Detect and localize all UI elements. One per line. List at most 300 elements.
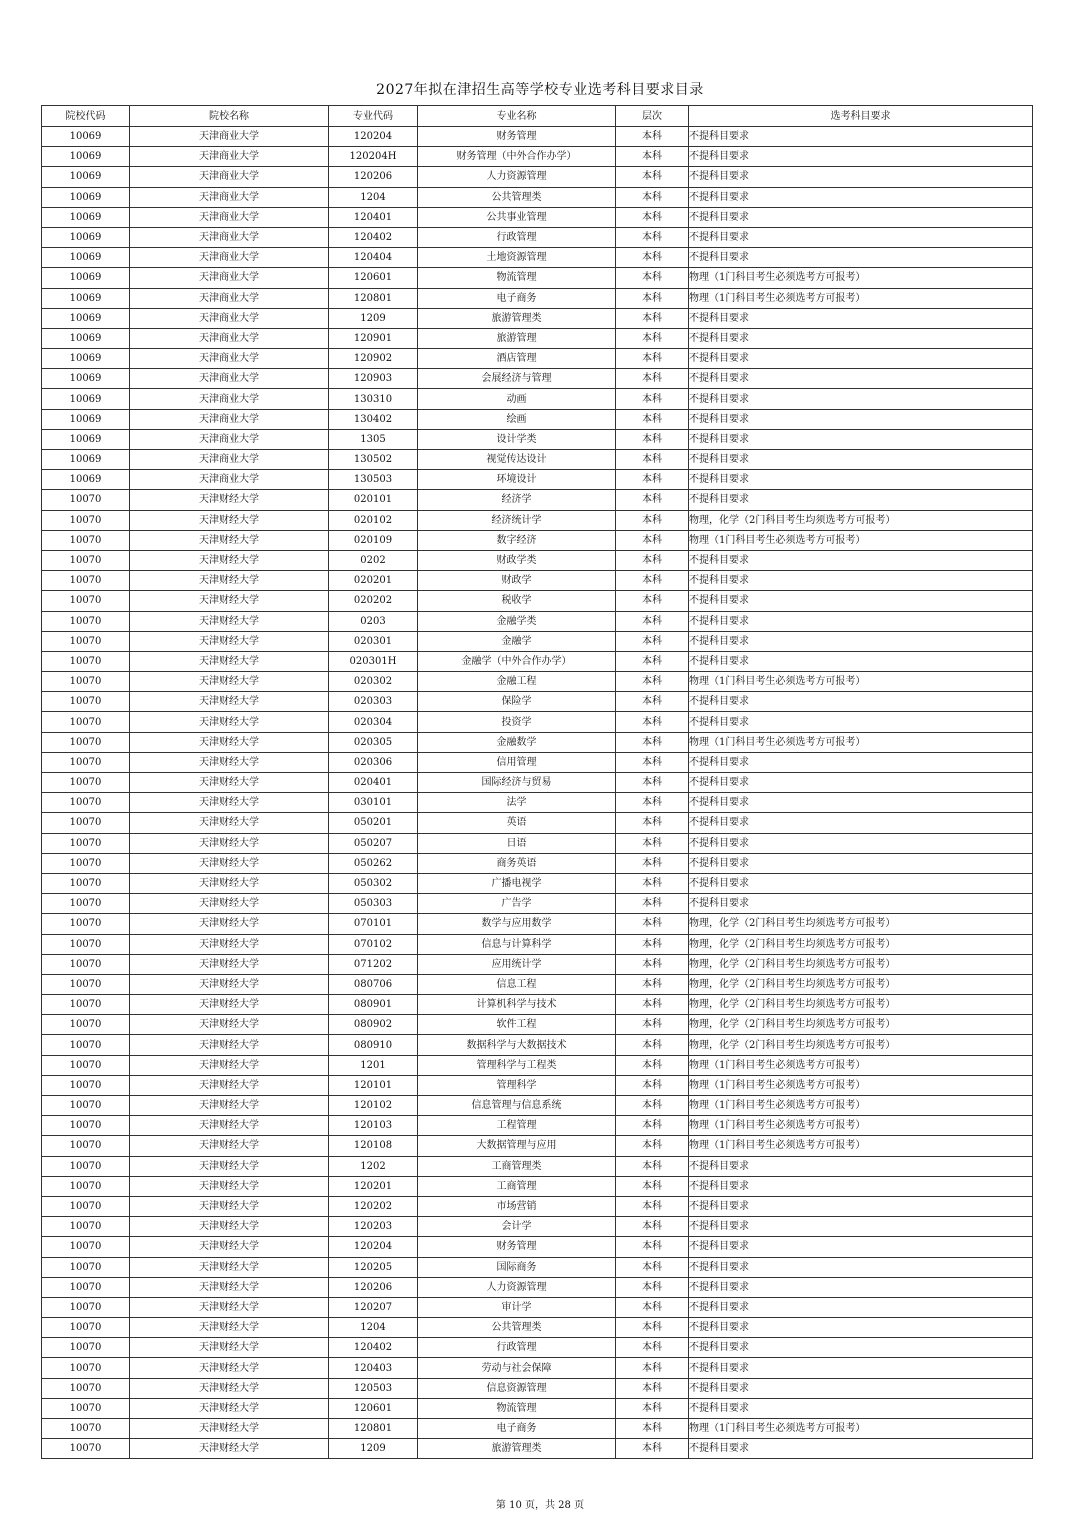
- major-name-cell: 保险学: [418, 692, 616, 712]
- subject-requirements-table: [41, 105, 1033, 1459]
- school-code-cell: 10070: [42, 1257, 130, 1277]
- level-cell: 本科: [616, 1176, 689, 1196]
- major-code-cell: 020306: [329, 752, 418, 772]
- major-name-cell: 法学: [418, 793, 616, 813]
- school-code-cell: 10069: [42, 429, 130, 449]
- level-cell: 本科: [616, 510, 689, 530]
- requirement-cell: 不提科目要求: [689, 1237, 1033, 1257]
- table-row: [42, 409, 1033, 429]
- school-code-cell: 10070: [42, 934, 130, 954]
- school-code-cell: 10070: [42, 1237, 130, 1257]
- requirement-cell: 不提科目要求: [689, 450, 1033, 470]
- level-cell: 本科: [616, 328, 689, 348]
- major-code-cell: 080706: [329, 974, 418, 994]
- major-code-cell: 130503: [329, 470, 418, 490]
- school-name-cell: 天津财经大学: [130, 1015, 329, 1035]
- school-code-cell: 10070: [42, 1196, 130, 1216]
- major-name-cell: 审计学: [418, 1297, 616, 1317]
- level-cell: 本科: [616, 1075, 689, 1095]
- major-name-cell: 旅游管理类: [418, 308, 616, 328]
- table-row: [42, 591, 1033, 611]
- major-code-cell: 050303: [329, 894, 418, 914]
- major-name-cell: 日语: [418, 833, 616, 853]
- school-code-cell: 10070: [42, 1096, 130, 1116]
- school-name-cell: 天津商业大学: [130, 167, 329, 187]
- school-name-cell: 天津商业大学: [130, 127, 329, 147]
- major-name-cell: 人力资源管理: [418, 1277, 616, 1297]
- requirement-cell: 不提科目要求: [689, 752, 1033, 772]
- school-name-cell: 天津商业大学: [130, 248, 329, 268]
- level-cell: 本科: [616, 571, 689, 591]
- major-code-cell: 120601: [329, 1398, 418, 1418]
- major-name-cell: 财务管理: [418, 1237, 616, 1257]
- school-name-cell: 天津财经大学: [130, 1277, 329, 1297]
- major-name-cell: 行政管理: [418, 1338, 616, 1358]
- major-code-cell: 120204: [329, 127, 418, 147]
- level-cell: 本科: [616, 813, 689, 833]
- major-code-cell: 020304: [329, 712, 418, 732]
- level-cell: 本科: [616, 914, 689, 934]
- major-code-cell: 130402: [329, 409, 418, 429]
- table-row: [42, 1075, 1033, 1095]
- school-name-cell: 天津商业大学: [130, 349, 329, 369]
- school-code-cell: 10070: [42, 974, 130, 994]
- major-code-cell: 120108: [329, 1136, 418, 1156]
- school-code-cell: 10069: [42, 127, 130, 147]
- table-row: [42, 187, 1033, 207]
- major-name-cell: 工商管理: [418, 1176, 616, 1196]
- school-name-cell: 天津财经大学: [130, 1136, 329, 1156]
- table-row: [42, 1257, 1033, 1277]
- requirement-cell: 不提科目要求: [689, 1176, 1033, 1196]
- school-name-cell: 天津财经大学: [130, 1035, 329, 1055]
- major-name-cell: 绘画: [418, 409, 616, 429]
- school-code-cell: 10070: [42, 1277, 130, 1297]
- major-name-cell: 税收学: [418, 591, 616, 611]
- school-name-cell: 天津商业大学: [130, 450, 329, 470]
- school-name-cell: 天津财经大学: [130, 1176, 329, 1196]
- major-code-cell: 120204H: [329, 147, 418, 167]
- school-name-cell: 天津商业大学: [130, 328, 329, 348]
- table-row: [42, 530, 1033, 550]
- school-code-cell: 10070: [42, 1338, 130, 1358]
- major-name-cell: 金融数学: [418, 732, 616, 752]
- school-code-cell: 10070: [42, 1419, 130, 1439]
- requirement-cell: 物理，化学（2门科目考生均须选考方可报考）: [689, 995, 1033, 1015]
- school-code-cell: 10070: [42, 651, 130, 671]
- level-cell: 本科: [616, 147, 689, 167]
- major-code-cell: 120902: [329, 349, 418, 369]
- requirement-cell: 物理，化学（2门科目考生均须选考方可报考）: [689, 954, 1033, 974]
- school-code-cell: 10070: [42, 611, 130, 631]
- requirement-cell: 物理，化学（2门科目考生均须选考方可报考）: [689, 510, 1033, 530]
- school-code-cell: 10069: [42, 470, 130, 490]
- level-cell: 本科: [616, 248, 689, 268]
- requirement-cell: 物理，化学（2门科目考生均须选考方可报考）: [689, 1015, 1033, 1035]
- table-row: [42, 1277, 1033, 1297]
- major-name-cell: 商务英语: [418, 853, 616, 873]
- school-name-cell: 天津财经大学: [130, 692, 329, 712]
- school-name-cell: 天津财经大学: [130, 934, 329, 954]
- level-cell: 本科: [616, 712, 689, 732]
- school-code-cell: 10070: [42, 1358, 130, 1378]
- major-name-cell: 信息工程: [418, 974, 616, 994]
- requirement-cell: 不提科目要求: [689, 1439, 1033, 1459]
- level-cell: 本科: [616, 1277, 689, 1297]
- level-cell: 本科: [616, 793, 689, 813]
- table-row: [42, 712, 1033, 732]
- school-name-cell: 天津财经大学: [130, 611, 329, 631]
- school-name-cell: 天津商业大学: [130, 187, 329, 207]
- header-subject-requirement: 选考科目要求: [689, 106, 1033, 127]
- major-name-cell: 劳动与社会保障: [418, 1358, 616, 1378]
- school-name-cell: 天津财经大学: [130, 773, 329, 793]
- school-code-cell: 10070: [42, 692, 130, 712]
- school-code-cell: 10070: [42, 550, 130, 570]
- requirement-cell: 不提科目要求: [689, 167, 1033, 187]
- major-code-cell: 020101: [329, 490, 418, 510]
- major-name-cell: 经济学: [418, 490, 616, 510]
- school-code-cell: 10070: [42, 995, 130, 1015]
- level-cell: 本科: [616, 672, 689, 692]
- level-cell: 本科: [616, 1398, 689, 1418]
- page-number: 第 10 页，共 28 页: [495, 1500, 585, 1511]
- school-code-cell: 10069: [42, 409, 130, 429]
- major-code-cell: 120404: [329, 248, 418, 268]
- level-cell: 本科: [616, 288, 689, 308]
- school-name-cell: 天津财经大学: [130, 1378, 329, 1398]
- level-cell: 本科: [616, 1338, 689, 1358]
- level-cell: 本科: [616, 470, 689, 490]
- major-code-cell: 120204: [329, 1237, 418, 1257]
- major-name-cell: 广播电视学: [418, 873, 616, 893]
- requirement-cell: 物理（1门科目考生必须选考方可报考）: [689, 1055, 1033, 1075]
- school-name-cell: 天津商业大学: [130, 147, 329, 167]
- level-cell: 本科: [616, 631, 689, 651]
- requirement-cell: 不提科目要求: [689, 571, 1033, 591]
- requirement-cell: 不提科目要求: [689, 712, 1033, 732]
- level-cell: 本科: [616, 1136, 689, 1156]
- major-code-cell: 080910: [329, 1035, 418, 1055]
- requirement-cell: 不提科目要求: [689, 873, 1033, 893]
- major-name-cell: 大数据管理与应用: [418, 1136, 616, 1156]
- major-code-cell: 1201: [329, 1055, 418, 1075]
- table-row: [42, 1015, 1033, 1035]
- level-cell: 本科: [616, 611, 689, 631]
- table-row: [42, 450, 1033, 470]
- school-name-cell: 天津财经大学: [130, 853, 329, 873]
- school-code-cell: 10069: [42, 288, 130, 308]
- table-row: [42, 308, 1033, 328]
- major-code-cell: 1209: [329, 1439, 418, 1459]
- school-code-cell: 10069: [42, 248, 130, 268]
- requirement-cell: 物理（1门科目考生必须选考方可报考）: [689, 530, 1033, 550]
- school-code-cell: 10070: [42, 873, 130, 893]
- major-code-cell: 120503: [329, 1378, 418, 1398]
- school-name-cell: 天津财经大学: [130, 995, 329, 1015]
- level-cell: 本科: [616, 732, 689, 752]
- major-name-cell: 信息与计算科学: [418, 934, 616, 954]
- major-name-cell: 会计学: [418, 1217, 616, 1237]
- requirement-cell: 不提科目要求: [689, 853, 1033, 873]
- requirement-cell: 不提科目要求: [689, 631, 1033, 651]
- major-code-cell: 020305: [329, 732, 418, 752]
- requirement-cell: 不提科目要求: [689, 692, 1033, 712]
- school-code-cell: 10070: [42, 631, 130, 651]
- table-row: [42, 1136, 1033, 1156]
- major-name-cell: 酒店管理: [418, 349, 616, 369]
- table-row: [42, 510, 1033, 530]
- major-name-cell: 投资学: [418, 712, 616, 732]
- level-cell: 本科: [616, 1358, 689, 1378]
- table-row: [42, 1358, 1033, 1378]
- table-row: [42, 167, 1033, 187]
- table-row: [42, 1055, 1033, 1075]
- table-row: [42, 934, 1033, 954]
- school-code-cell: 10069: [42, 450, 130, 470]
- school-name-cell: 天津财经大学: [130, 914, 329, 934]
- major-code-cell: 120901: [329, 328, 418, 348]
- table-row: [42, 490, 1033, 510]
- major-name-cell: 财务管理: [418, 127, 616, 147]
- table-row: [42, 1217, 1033, 1237]
- level-cell: 本科: [616, 1378, 689, 1398]
- requirement-cell: 不提科目要求: [689, 490, 1033, 510]
- major-code-cell: 120103: [329, 1116, 418, 1136]
- level-cell: 本科: [616, 369, 689, 389]
- major-code-cell: 120402: [329, 227, 418, 247]
- school-name-cell: 天津商业大学: [130, 369, 329, 389]
- requirement-cell: 不提科目要求: [689, 248, 1033, 268]
- level-cell: 本科: [616, 1156, 689, 1176]
- table-row: [42, 207, 1033, 227]
- major-name-cell: 行政管理: [418, 227, 616, 247]
- school-code-cell: 10070: [42, 1015, 130, 1035]
- level-cell: 本科: [616, 894, 689, 914]
- level-cell: 本科: [616, 1035, 689, 1055]
- school-name-cell: 天津商业大学: [130, 409, 329, 429]
- major-code-cell: 130310: [329, 389, 418, 409]
- level-cell: 本科: [616, 692, 689, 712]
- table-row: [42, 1156, 1033, 1176]
- major-code-cell: 120205: [329, 1257, 418, 1277]
- table-row: [42, 793, 1033, 813]
- major-code-cell: 120202: [329, 1196, 418, 1216]
- school-name-cell: 天津财经大学: [130, 550, 329, 570]
- table-header-row: [42, 106, 1033, 127]
- requirement-cell: 不提科目要求: [689, 793, 1033, 813]
- school-name-cell: 天津财经大学: [130, 1358, 329, 1378]
- major-code-cell: 120201: [329, 1176, 418, 1196]
- requirement-cell: 不提科目要求: [689, 1378, 1033, 1398]
- school-name-cell: 天津财经大学: [130, 1297, 329, 1317]
- major-name-cell: 广告学: [418, 894, 616, 914]
- major-code-cell: 120101: [329, 1075, 418, 1095]
- major-code-cell: 1204: [329, 1318, 418, 1338]
- school-code-cell: 10070: [42, 914, 130, 934]
- requirement-cell: 不提科目要求: [689, 611, 1033, 631]
- major-name-cell: 旅游管理类: [418, 1439, 616, 1459]
- table-row: [42, 1297, 1033, 1317]
- table-row: [42, 227, 1033, 247]
- school-name-cell: 天津商业大学: [130, 288, 329, 308]
- level-cell: 本科: [616, 995, 689, 1015]
- school-name-cell: 天津财经大学: [130, 1096, 329, 1116]
- school-code-cell: 10070: [42, 1055, 130, 1075]
- major-code-cell: 070102: [329, 934, 418, 954]
- major-code-cell: 050207: [329, 833, 418, 853]
- school-code-cell: 10070: [42, 1297, 130, 1317]
- school-name-cell: 天津商业大学: [130, 227, 329, 247]
- table-row: [42, 1096, 1033, 1116]
- school-name-cell: 天津财经大学: [130, 873, 329, 893]
- major-name-cell: 旅游管理: [418, 328, 616, 348]
- major-code-cell: 050302: [329, 873, 418, 893]
- school-code-cell: 10070: [42, 672, 130, 692]
- school-code-cell: 10070: [42, 793, 130, 813]
- requirement-cell: 不提科目要求: [689, 470, 1033, 490]
- requirement-cell: 物理，化学（2门科目考生均须选考方可报考）: [689, 934, 1033, 954]
- major-code-cell: 130502: [329, 450, 418, 470]
- major-name-cell: 公共事业管理: [418, 207, 616, 227]
- major-code-cell: 030101: [329, 793, 418, 813]
- school-code-cell: 10070: [42, 490, 130, 510]
- school-name-cell: 天津财经大学: [130, 1338, 329, 1358]
- level-cell: 本科: [616, 1196, 689, 1216]
- major-name-cell: 英语: [418, 813, 616, 833]
- school-name-cell: 天津财经大学: [130, 1257, 329, 1277]
- requirement-cell: 不提科目要求: [689, 1358, 1033, 1378]
- requirement-cell: 不提科目要求: [689, 308, 1033, 328]
- table-row: [42, 732, 1033, 752]
- level-cell: 本科: [616, 1055, 689, 1075]
- header-school-name: 院校名称: [130, 106, 329, 127]
- major-code-cell: 120801: [329, 288, 418, 308]
- major-code-cell: 071202: [329, 954, 418, 974]
- school-name-cell: 天津财经大学: [130, 974, 329, 994]
- school-name-cell: 天津商业大学: [130, 268, 329, 288]
- major-code-cell: 120206: [329, 167, 418, 187]
- requirement-cell: 不提科目要求: [689, 409, 1033, 429]
- major-name-cell: 计算机科学与技术: [418, 995, 616, 1015]
- school-code-cell: 10070: [42, 1439, 130, 1459]
- school-code-cell: 10070: [42, 752, 130, 772]
- table-row: [42, 672, 1033, 692]
- requirement-cell: 不提科目要求: [689, 1398, 1033, 1418]
- school-code-cell: 10070: [42, 591, 130, 611]
- requirement-cell: 不提科目要求: [689, 207, 1033, 227]
- requirement-cell: 不提科目要求: [689, 773, 1033, 793]
- major-name-cell: 设计学类: [418, 429, 616, 449]
- requirement-cell: 不提科目要求: [689, 833, 1033, 853]
- major-code-cell: 1204: [329, 187, 418, 207]
- header-major-code: 专业代码: [329, 106, 418, 127]
- major-name-cell: 金融学（中外合作办学）: [418, 651, 616, 671]
- table-row: [42, 369, 1033, 389]
- school-name-cell: 天津财经大学: [130, 1318, 329, 1338]
- requirement-cell: 不提科目要求: [689, 1257, 1033, 1277]
- major-code-cell: 1305: [329, 429, 418, 449]
- table-row: [42, 752, 1033, 772]
- requirement-cell: 不提科目要求: [689, 127, 1033, 147]
- level-cell: 本科: [616, 167, 689, 187]
- table-row: [42, 328, 1033, 348]
- level-cell: 本科: [616, 127, 689, 147]
- table-row: [42, 611, 1033, 631]
- school-name-cell: 天津财经大学: [130, 833, 329, 853]
- requirement-cell: 不提科目要求: [689, 1217, 1033, 1237]
- school-code-cell: 10070: [42, 1075, 130, 1095]
- table-row: [42, 268, 1033, 288]
- table-body: [42, 127, 1033, 1459]
- major-name-cell: 金融学类: [418, 611, 616, 631]
- table-row: [42, 773, 1033, 793]
- requirement-cell: 不提科目要求: [689, 349, 1033, 369]
- major-code-cell: 120601: [329, 268, 418, 288]
- school-name-cell: 天津商业大学: [130, 470, 329, 490]
- major-code-cell: 0203: [329, 611, 418, 631]
- school-name-cell: 天津财经大学: [130, 591, 329, 611]
- level-cell: 本科: [616, 1318, 689, 1338]
- major-name-cell: 工商管理类: [418, 1156, 616, 1176]
- requirement-cell: 物理（1门科目考生必须选考方可报考）: [689, 732, 1033, 752]
- level-cell: 本科: [616, 1217, 689, 1237]
- table-row: [42, 631, 1033, 651]
- requirement-cell: 不提科目要求: [689, 1318, 1033, 1338]
- school-code-cell: 10070: [42, 712, 130, 732]
- requirement-cell: 物理（1门科目考生必须选考方可报考）: [689, 1075, 1033, 1095]
- table-row: [42, 1338, 1033, 1358]
- major-code-cell: 050201: [329, 813, 418, 833]
- requirement-cell: 不提科目要求: [689, 328, 1033, 348]
- major-name-cell: 物流管理: [418, 1398, 616, 1418]
- requirement-cell: 不提科目要求: [689, 813, 1033, 833]
- major-code-cell: 020303: [329, 692, 418, 712]
- school-code-cell: 10069: [42, 167, 130, 187]
- level-cell: 本科: [616, 1015, 689, 1035]
- major-code-cell: 080901: [329, 995, 418, 1015]
- major-name-cell: 软件工程: [418, 1015, 616, 1035]
- table-row: [42, 954, 1033, 974]
- level-cell: 本科: [616, 1096, 689, 1116]
- major-name-cell: 数据科学与大数据技术: [418, 1035, 616, 1055]
- table-row: [42, 873, 1033, 893]
- school-code-cell: 10070: [42, 571, 130, 591]
- major-code-cell: 050262: [329, 853, 418, 873]
- level-cell: 本科: [616, 207, 689, 227]
- table-row: [42, 813, 1033, 833]
- major-code-cell: 120903: [329, 369, 418, 389]
- requirement-cell: 物理（1门科目考生必须选考方可报考）: [689, 1116, 1033, 1136]
- header-major-name: 专业名称: [418, 106, 616, 127]
- school-name-cell: 天津财经大学: [130, 651, 329, 671]
- major-code-cell: 020201: [329, 571, 418, 591]
- major-code-cell: 020301: [329, 631, 418, 651]
- level-cell: 本科: [616, 550, 689, 570]
- level-cell: 本科: [616, 490, 689, 510]
- major-code-cell: 020202: [329, 591, 418, 611]
- major-name-cell: 市场营销: [418, 1196, 616, 1216]
- level-cell: 本科: [616, 1297, 689, 1317]
- major-name-cell: 信息资源管理: [418, 1378, 616, 1398]
- level-cell: 本科: [616, 974, 689, 994]
- level-cell: 本科: [616, 1237, 689, 1257]
- level-cell: 本科: [616, 873, 689, 893]
- requirement-cell: 物理（1门科目考生必须选考方可报考）: [689, 288, 1033, 308]
- requirement-cell: 不提科目要求: [689, 147, 1033, 167]
- school-code-cell: 10069: [42, 187, 130, 207]
- table-row: [42, 1318, 1033, 1338]
